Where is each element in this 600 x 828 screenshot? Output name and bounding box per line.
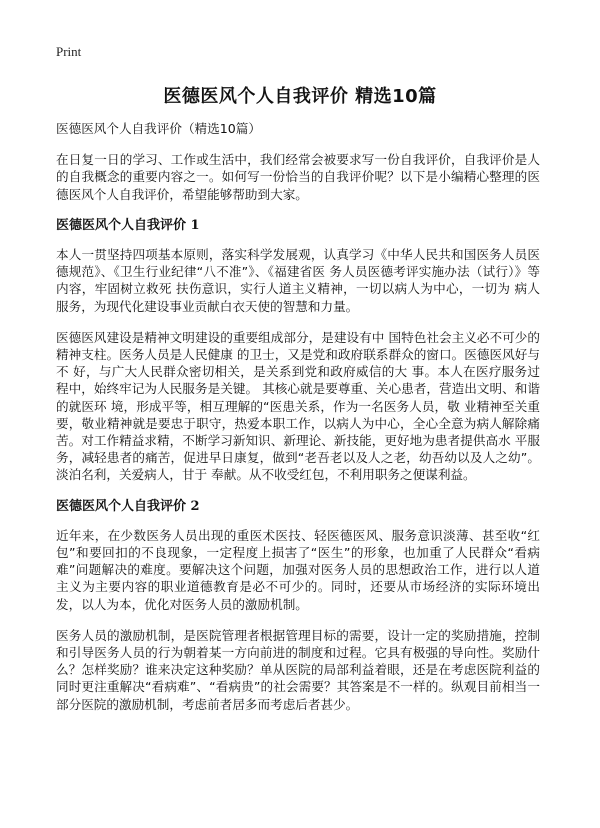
section-1-paragraph-2: 医德医风建设是精神文明建设的重要组成部分，是建设有中 国特色社会主义必不可少的精神支柱。医务人员是人民健康 的卫士，又是党和政府联系群众的窗口。医德医风好与不 好，与广大人民群众密切相关，是关系到党和政府威信的大 事。本人在医疗服务过程中，始终牢记为人民服务是关键。 其核心就是要尊重、关心患者，营造出文明、和谐的就医环 境，形成平等，相互理解的“医患关系，作为一名医务人员，敬 业精神至关重要，敬业精神就是要忠于职守，热爱本职工作，以病人为中心，全心全意为病人解除痛苦。对工作精益求精，不断学习新知识、新理论、新技能，更好地为患者提供高水 平服务，减轻患者的痛苦，促进早日康复，做到“老吾老以及人之老，幼吾幼以及人之幼”。淡泊名利，关爱病人，甘于 奉献。从不收受红包，不利用职务之便谋利益。: [56, 329, 540, 483]
page-title: 医德医风个人自我评价 精选10篇: [163, 86, 437, 107]
section-2-paragraph-1: 近年来，在少数医务人员出现的重医术医技、轻医德医风、服务意识淡薄、甚至收“红包”和要回扣的不良现象，一定程度上损害了“医生”的形象，也加重了人民群众“看病难”问题解决的难度。要解决这个问题，加强对医务人员的思想政治工作，进行以人道主义为主要内容的职业道德教育是必不可少的。同时，还要从市场经济的实际环境出发，以人为本，优化对医务人员的激励机制。: [56, 527, 540, 612]
print-link[interactable]: Print: [56, 44, 82, 59]
section-heading-1: 医德医风个人自我评价 1: [56, 217, 200, 233]
subtitle: 医德医风个人自我评价（精选10篇）: [56, 121, 261, 136]
section-2-paragraph-2: 医务人员的激励机制，是医院管理者根据管理目标的需要，设计一定的奖励措施，控制和引导医务人员的行为朝着某一方向前进的制度和过程。它具有极强的导向性。奖励什么？怎样奖励？谁来决定这种奖励？单从医院的局部利益着眼，还是在考虑医院利益的同时更注重解决“看病难”、“看病贵”的社会需要？其答案是不一样的。纵观目前相当一部分医院的激励机制，考虑前者居多而考虑后者甚少。: [56, 627, 540, 712]
section-heading-2: 医德医风个人自我评价 2: [56, 498, 200, 514]
section-1-paragraph-1: 本人一贯坚持四项基本原则，落实科学发展观，认真学习《中华人民共和国医务人员医德规范》、《卫生行业纪律“八不准”》、《福建省医 务人员医德考评实施办法（试行）》等内容，牢固树立救死 扶伤意识，实行人道主义精神，一切以病人为中心，一切为 病人服务，为现代化建设事业贡献白衣天使的智慧和力量。: [56, 247, 540, 314]
intro-paragraph: 在日复一日的学习、工作或生活中，我们经常会被要求写一份自我评价，自我评价是人的自我概念的重要内容之一。如何写一份恰当的自我评价呢？以下是小编精心整理的医德医风个人自我评价，希望能够帮助到大家。: [56, 152, 540, 202]
document-body: [56, 120, 540, 727]
